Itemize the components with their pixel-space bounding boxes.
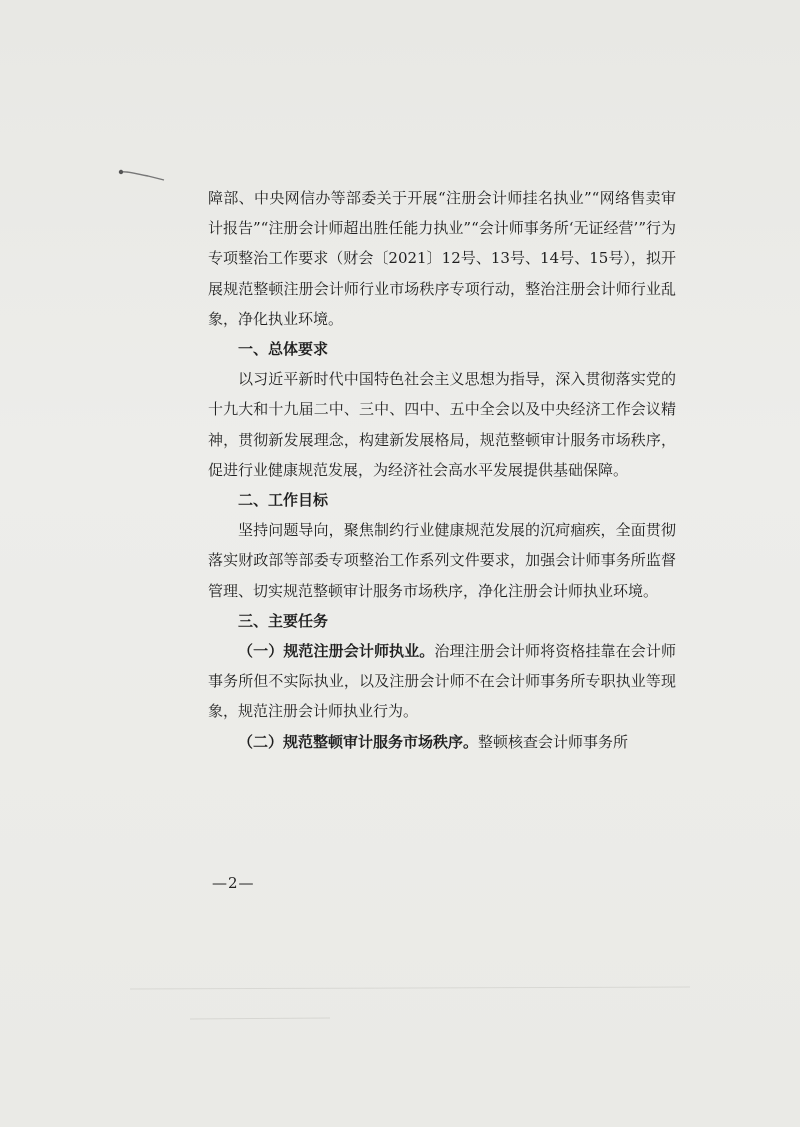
task-title-1: （一）规范注册会计师执业。 bbox=[238, 642, 435, 661]
scan-artifact bbox=[130, 985, 690, 1025]
section-paragraph-goals: 坚持问题导向，聚焦制约行业健康规范发展的沉疴痼疾，全面贯彻落实财政部等部委专项整治工作系列文件要求，加强会计师事务所监督管理、切实规范整顿审计服务市场秩序，净化注册会计师执业环境。 bbox=[208, 521, 676, 600]
task-item-1 bbox=[208, 636, 676, 727]
task-title-2: （二）规范整顿审计服务市场秩序。 bbox=[238, 732, 479, 751]
document-body bbox=[208, 183, 676, 757]
section-paragraph-general: 以习近平新时代中国特色社会主义思想为指导，深入贯彻落实党的十九大和十九届二中、三中、四中、五中全会以及中央经济工作会议精神，贯彻新发展理念，构建新发展格局，规范整顿审计服务市场秩序，促进行业健康规范发展，为经济社会高水平发展提供基础保障。 bbox=[208, 370, 676, 479]
scan-mark bbox=[118, 168, 166, 182]
section-heading-goals: 二、工作目标 bbox=[238, 491, 329, 510]
task-text-1: 治理注册会计师将资格挂靠在会计师事务所但不实际执业，以及注册会计师不在会计师事务所专职执业等现象，规范注册会计师执业行为。 bbox=[208, 642, 676, 721]
page-number: —2— bbox=[212, 874, 255, 892]
task-text-2: 整顿核查会计师事务所 bbox=[478, 732, 629, 751]
section-heading-tasks: 三、主要任务 bbox=[238, 611, 329, 630]
intro-paragraph: 障部、中央网信办等部委关于开展“注册会计师挂名执业”“网络售卖审计报告”“注册会计师超出胜任能力执业”“会计师事务所‘无证经营’”行为专项整治工作要求（财会〔2021〕12号、13号、14号、15号），拟开展规范整顿注册会计师行业市场秩序专项行动，整治注册会计师行业乱象，净化执业环境。 bbox=[208, 189, 676, 328]
section-heading-general: 一、总体要求 bbox=[238, 340, 329, 359]
task-item-2 bbox=[208, 727, 676, 757]
